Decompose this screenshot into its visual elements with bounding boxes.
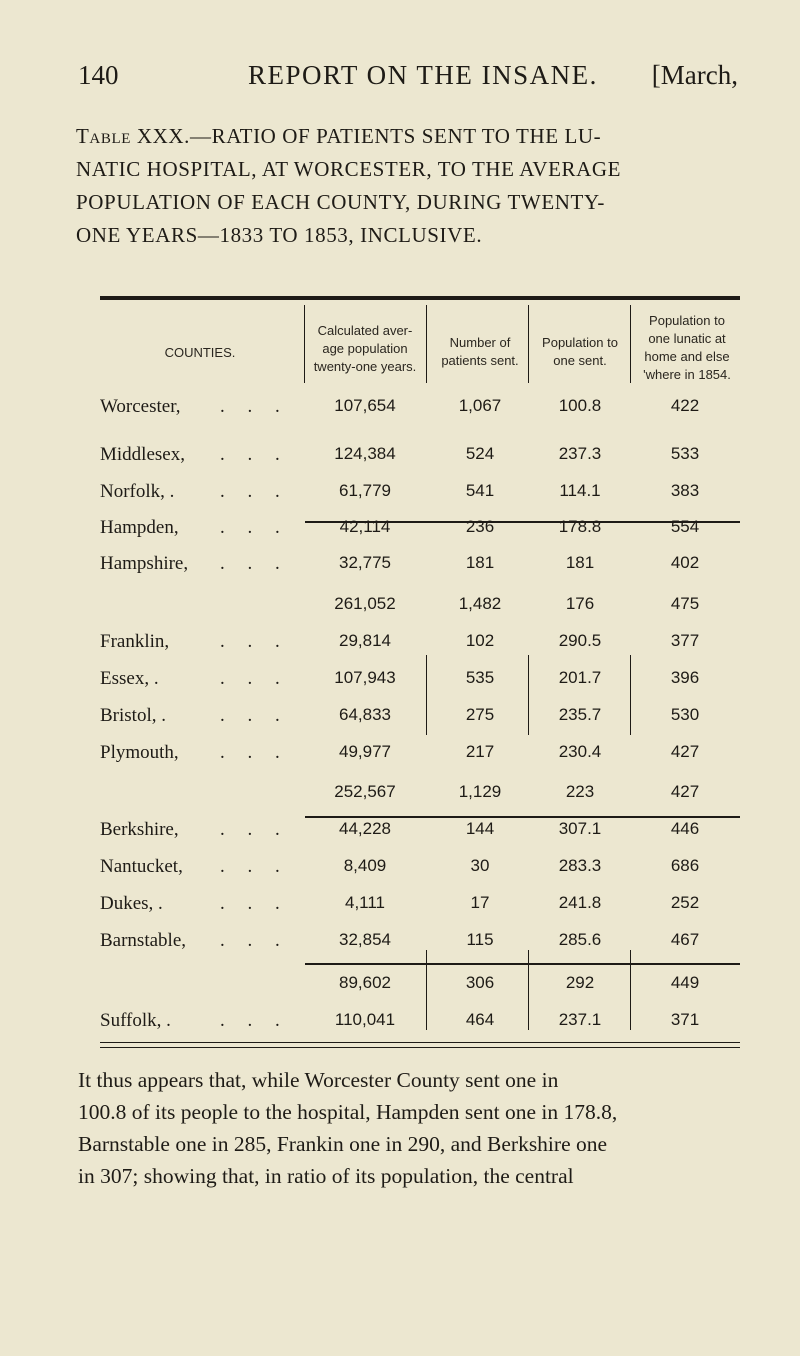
patients-cell: 541 — [465, 481, 495, 500]
patients-cell: 17 — [470, 893, 490, 912]
per-one-cell: 241.8 — [558, 893, 602, 912]
lunatic-cell: 377 — [670, 631, 700, 650]
lunatic-cell: 554 — [670, 517, 700, 536]
county-name: Hampden, — [100, 517, 179, 538]
table-row — [0, 444, 800, 474]
population-cell: 4,111 — [344, 893, 386, 912]
col-header-population — [305, 322, 425, 376]
table-title-line: ONE YEARS—1833 TO 1853, INCLUSIVE. — [76, 223, 483, 247]
population-cell: 124,384 — [334, 444, 396, 463]
leader-dots: . . . — [220, 930, 289, 951]
lunatic-cell: 422 — [670, 396, 700, 415]
population-cell: 32,854 — [339, 930, 391, 949]
col-header-line: patients sent. — [441, 353, 519, 368]
per-one-cell: 178.8 — [558, 517, 602, 536]
patients-cell: 1,067 — [458, 396, 502, 415]
col-header-lunatic — [632, 312, 742, 384]
lunatic-cell: 402 — [670, 553, 700, 572]
table-row — [0, 742, 800, 772]
table-title — [76, 120, 736, 252]
leader-dots: . . . — [220, 742, 289, 763]
lunatic-cell: 449 — [670, 973, 700, 992]
patients-cell: 275 — [465, 705, 495, 724]
lunatic-cell: 427 — [670, 782, 700, 801]
table-label: Table XXX. — [76, 124, 190, 148]
population-cell: 32,775 — [339, 553, 391, 572]
patients-cell: 236 — [465, 517, 495, 536]
lunatic-cell: 446 — [670, 819, 700, 838]
table-row — [0, 517, 800, 547]
table-title-line: POPULATION OF EACH COUNTY, DURING TWENTY- — [76, 190, 605, 214]
per-one-cell: 223 — [565, 782, 595, 801]
population-cell: 44,228 — [339, 819, 391, 838]
col-header-line: 'where in 1854. — [643, 367, 731, 382]
table-row — [0, 668, 800, 698]
lunatic-cell: 252 — [670, 893, 700, 912]
table-row — [0, 631, 800, 661]
lunatic-cell: 530 — [670, 705, 700, 724]
leader-dots: . . . — [220, 1010, 289, 1031]
population-cell: 49,977 — [339, 742, 391, 761]
leader-dots: . . . — [220, 517, 289, 538]
subtotal-row — [0, 594, 800, 624]
patients-cell: 181 — [465, 553, 495, 572]
per-one-cell: 235.7 — [558, 705, 602, 724]
lunatic-cell: 467 — [670, 930, 700, 949]
county-name: Hampshire, — [100, 553, 189, 574]
per-one-cell: 114.1 — [559, 481, 601, 500]
table-row — [0, 553, 800, 583]
col-header-line: twenty-one years. — [313, 359, 417, 374]
per-one-cell: 230.4 — [558, 742, 602, 761]
col-rule — [630, 305, 631, 383]
col-header-line: one sent. — [553, 353, 607, 368]
table-bottom-rule — [100, 1047, 740, 1048]
table-row — [0, 481, 800, 511]
per-one-cell: 307.1 — [558, 819, 602, 838]
leader-dots: . . . — [220, 668, 289, 689]
page-header — [78, 60, 738, 100]
county-name: Suffolk, . — [100, 1010, 171, 1031]
col-header-line: one lunatic at — [648, 331, 726, 346]
table-title-line: —RATIO OF PATIENTS SENT TO THE LU- — [190, 124, 602, 148]
table-row — [0, 819, 800, 849]
subtotal-row — [0, 782, 800, 812]
population-cell: 261,052 — [334, 594, 396, 613]
population-cell: 29,814 — [339, 631, 391, 650]
patients-cell: 217 — [465, 742, 495, 761]
col-header-line: Calculated aver- — [317, 323, 413, 338]
lunatic-cell: 533 — [670, 444, 700, 463]
table-title-line: NATIC HOSPITAL, AT WORCESTER, TO THE AVERAGE — [76, 157, 622, 181]
patients-cell: 1,482 — [458, 594, 502, 613]
county-name: Norfolk, . — [100, 481, 175, 502]
table-row — [0, 893, 800, 923]
patients-cell: 144 — [465, 819, 495, 838]
patients-cell: 115 — [466, 930, 494, 949]
leader-dots: . . . — [220, 396, 289, 417]
county-name: Worcester, — [100, 396, 181, 417]
leader-dots: . . . — [220, 705, 289, 726]
lunatic-cell: 371 — [670, 1010, 700, 1029]
table-row — [0, 856, 800, 886]
table-row — [0, 930, 800, 960]
col-header-counties: COUNTIES. — [164, 345, 236, 360]
patients-cell: 306 — [465, 973, 495, 992]
county-name: Franklin, — [100, 631, 170, 652]
subtotal-row — [0, 973, 800, 1003]
patients-cell: 1,129 — [458, 782, 502, 801]
col-header-line: Number of — [449, 335, 511, 350]
patients-cell: 535 — [465, 668, 495, 687]
leader-dots: . . . — [220, 553, 289, 574]
per-one-cell: 283.3 — [558, 856, 602, 875]
population-cell: 110,041 — [334, 1010, 396, 1029]
per-one-cell: 292 — [565, 973, 595, 992]
population-cell: 89,602 — [339, 973, 391, 992]
col-rule — [304, 305, 305, 383]
table-row — [0, 705, 800, 735]
county-name: Barnstable, — [100, 930, 187, 951]
county-name: Middlesex, — [100, 444, 185, 465]
col-header-line: Population to — [542, 335, 618, 350]
col-rule — [528, 305, 529, 383]
patients-cell: 102 — [465, 631, 495, 650]
county-name: Nantucket, — [100, 856, 183, 877]
county-name: Essex, . — [100, 668, 159, 689]
population-cell: 107,943 — [334, 668, 396, 687]
col-rule — [426, 305, 427, 383]
population-cell: 61,779 — [339, 481, 391, 500]
running-title: REPORT ON THE INSANE. — [248, 60, 598, 90]
leader-dots: . . . — [220, 444, 289, 465]
leader-dots: . . . — [220, 856, 289, 877]
col-header-patients — [430, 334, 530, 370]
population-cell: 252,567 — [334, 782, 396, 801]
patients-cell: 524 — [465, 444, 495, 463]
county-name: Plymouth, — [100, 742, 179, 763]
county-name: Dukes, . — [100, 893, 163, 914]
patients-cell: 464 — [465, 1010, 495, 1029]
paragraph-line: It thus appears that, while Worcester County sent one in — [78, 1068, 559, 1092]
subtotal-rule — [305, 963, 740, 965]
per-one-cell: 290.5 — [558, 631, 602, 650]
paragraph-line: 100.8 of its people to the hospital, Hampden sent one in 178.8, — [78, 1100, 618, 1124]
lunatic-cell: 427 — [670, 742, 700, 761]
col-header-per-one — [530, 334, 630, 370]
lunatic-cell: 396 — [670, 668, 700, 687]
per-one-cell: 201.7 — [558, 668, 602, 687]
population-cell: 64,833 — [339, 705, 391, 724]
population-cell: 107,654 — [334, 396, 396, 415]
per-one-cell: 100.8 — [558, 396, 602, 415]
col-header-line: age population — [322, 341, 408, 356]
table-row — [0, 396, 800, 426]
paragraph-line: in 307; showing that, in ratio of its population, the central — [78, 1164, 574, 1188]
per-one-cell: 181 — [565, 553, 595, 572]
lunatic-cell: 475 — [670, 594, 700, 613]
county-name: Bristol, . — [100, 705, 166, 726]
page-number: 140 — [78, 60, 119, 90]
per-one-cell: 176 — [565, 594, 595, 613]
table-row — [0, 1010, 800, 1040]
subtotal-rule — [305, 816, 740, 818]
table-bottom-rule — [100, 1042, 740, 1043]
leader-dots: . . . — [220, 819, 289, 840]
leader-dots: . . . — [220, 631, 289, 652]
population-cell: 42,114 — [339, 517, 391, 536]
per-one-cell: 237.1 — [558, 1010, 602, 1029]
population-cell: 8,409 — [343, 856, 387, 875]
col-header-line: home and else — [644, 349, 730, 364]
lunatic-cell: 383 — [670, 481, 700, 500]
patients-cell: 30 — [470, 856, 490, 875]
leader-dots: . . . — [220, 893, 289, 914]
per-one-cell: 237.3 — [558, 444, 602, 463]
body-paragraph — [78, 1064, 738, 1192]
lunatic-cell: 686 — [670, 856, 700, 875]
per-one-cell: 285.6 — [558, 930, 602, 949]
county-name: Berkshire, — [100, 819, 179, 840]
running-month: [March, — [651, 60, 738, 90]
leader-dots: . . . — [220, 481, 289, 502]
col-header-line: Population to — [649, 313, 725, 328]
paragraph-line: Barnstable one in 285, Frankin one in 290, and Berkshire one — [78, 1132, 608, 1156]
table-top-rule — [100, 296, 740, 300]
